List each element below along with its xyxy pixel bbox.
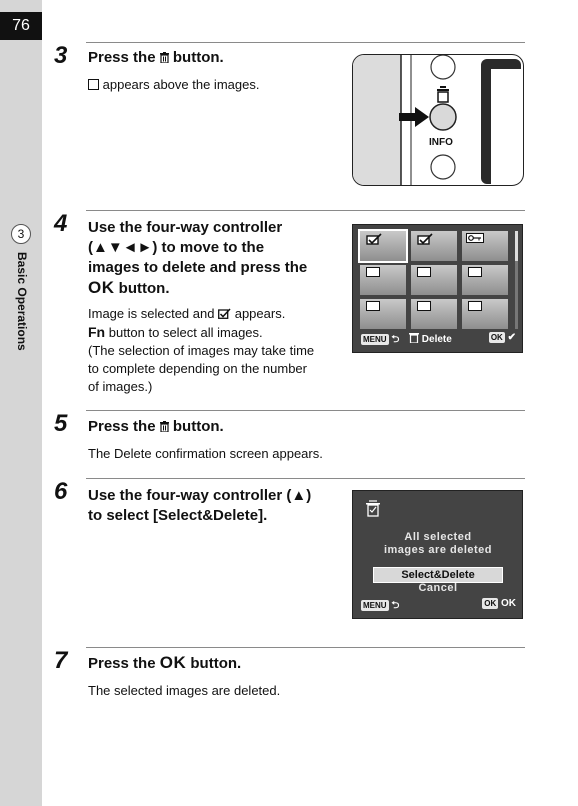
heading-text: button. [118, 280, 170, 297]
divider [86, 478, 525, 479]
trash-icon [437, 86, 449, 102]
thumbnail [411, 231, 457, 261]
thumbnail [462, 231, 508, 261]
checkbox-icon [366, 267, 380, 277]
thumbnail [360, 231, 406, 261]
heading-text: Press the [88, 418, 156, 435]
trash-icon [160, 421, 169, 432]
heading-line: Use the four-way controller [88, 219, 283, 236]
cancel-option[interactable]: Cancel [418, 582, 458, 594]
thumbnail [411, 265, 457, 295]
body-line: (The selection of images may take time [88, 343, 315, 358]
thumbnail-grid [360, 231, 510, 329]
checked-box-icon [218, 308, 231, 319]
heading-text: Press the [88, 655, 156, 672]
ok-key-label: OK [484, 599, 497, 608]
heading-line: (▲▼◄►) to move to the [88, 239, 265, 256]
fn-key-label: Fn [88, 324, 106, 340]
checkbox-icon [468, 267, 482, 277]
thumbnail [360, 265, 406, 295]
heading-text: Press the [88, 49, 156, 66]
ok-key-label: OK [490, 333, 503, 342]
chapter-number: 3 [11, 224, 31, 244]
body-line: to complete depending on the number [88, 361, 307, 376]
checkbox-icon [417, 267, 431, 277]
thumbnail [411, 299, 457, 329]
ok-label: OK [501, 598, 516, 609]
delete-label: Delete [421, 334, 452, 345]
checkmark-icon: ✔ [507, 332, 516, 343]
trash-icon [160, 52, 169, 63]
step-number: 7 [54, 647, 68, 674]
body-text: Image is selected and [88, 306, 215, 321]
step-text: The Delete confirmation screen appears. [88, 446, 323, 461]
ok-key-label: OK [88, 278, 115, 297]
back-arrow-icon: ⮌ [391, 334, 400, 345]
step-number: 4 [54, 210, 68, 237]
step-number: 5 [54, 410, 68, 437]
step-heading [88, 417, 224, 437]
page-number: 76 [0, 12, 42, 40]
body-line [88, 323, 314, 342]
step-heading [88, 48, 224, 68]
divider [86, 647, 525, 648]
thumbnail [462, 265, 508, 295]
body-text: appears. [234, 306, 286, 321]
heading-line: Use the four-way controller (▲) [88, 487, 312, 504]
trash-icon [409, 332, 419, 343]
scrollbar [515, 231, 518, 329]
checkbox-icon [468, 301, 482, 311]
dialog-message-line: All selected [404, 531, 472, 543]
ok-group [489, 332, 516, 343]
screen-footer [361, 332, 516, 346]
thumbnail [360, 299, 406, 329]
heading-text: button. [172, 49, 224, 66]
step-text [88, 76, 259, 94]
ok-key-label: OK [159, 653, 187, 672]
screen-footer [361, 598, 516, 612]
menu-key-label: MENU [363, 335, 387, 344]
step-heading [88, 218, 307, 299]
step-text [88, 305, 314, 396]
heading-line: to select [Select&Delete]. [88, 507, 268, 524]
dialog-message-line: images are deleted [383, 544, 493, 556]
back-arrow-icon: ⮌ [391, 600, 400, 611]
key-icon [466, 233, 484, 243]
divider [86, 42, 525, 43]
step-heading [88, 653, 241, 674]
step-number: 3 [54, 42, 68, 69]
delete-confirm-screen [352, 490, 523, 619]
step-heading [88, 486, 311, 526]
body-line: of images.) [88, 379, 153, 394]
heading-text: button. [172, 418, 224, 435]
delete-selected-icon [365, 499, 381, 517]
checked-box-icon [366, 233, 382, 245]
step-number: 6 [54, 478, 68, 505]
camera-back-diagram [352, 54, 524, 186]
ok-group [482, 598, 516, 609]
body-line [88, 305, 314, 323]
heading-line: images to delete and press the [88, 259, 308, 276]
body-text: button to select all images. [108, 325, 263, 340]
checkbox-icon [366, 301, 380, 311]
heading-text: button. [190, 655, 242, 672]
divider [86, 410, 525, 411]
camera-illustration [353, 55, 523, 185]
info-label: INFO [429, 137, 453, 148]
thumbnail-screen [352, 224, 523, 353]
step-text: The selected images are deleted. [88, 683, 281, 698]
divider [86, 210, 525, 211]
checked-box-icon [417, 233, 433, 245]
menu-key-label: MENU [363, 601, 387, 610]
checkbox-icon [88, 79, 99, 90]
sidebar [0, 0, 42, 806]
chapter-title: Basic Operations [15, 252, 29, 351]
select-delete-option[interactable]: Select&Delete [373, 567, 503, 583]
thumbnail [462, 299, 508, 329]
checkbox-icon [417, 301, 431, 311]
heading-line [88, 278, 307, 299]
delete-group [409, 332, 452, 345]
body-text: appears above the images. [102, 77, 260, 92]
